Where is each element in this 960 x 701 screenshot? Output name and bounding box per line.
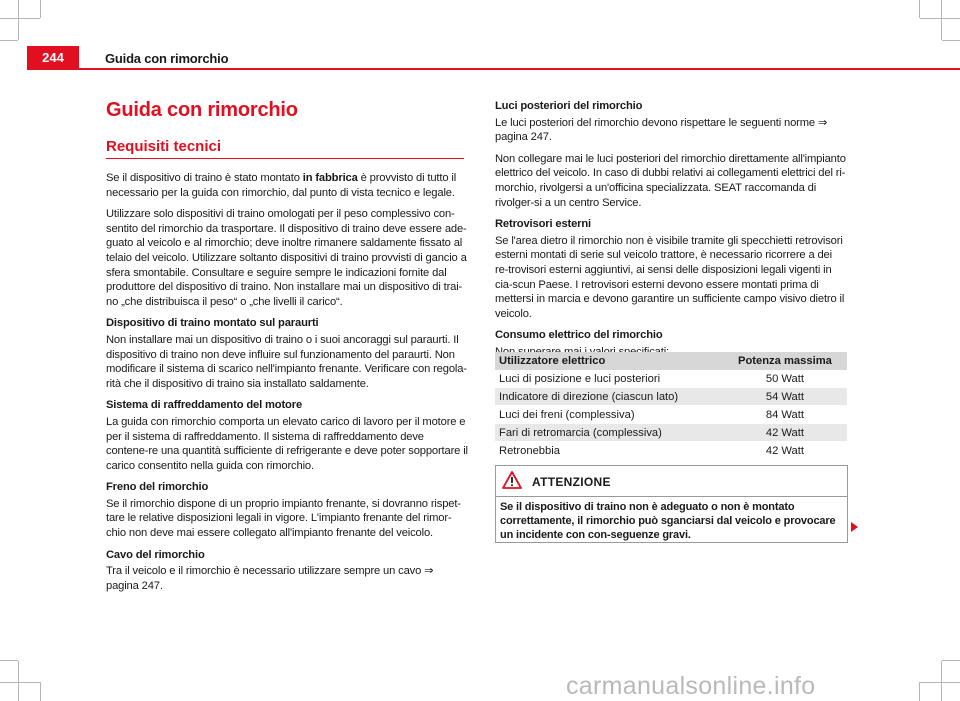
header-title: Guida con rimorchio	[105, 51, 229, 66]
crop-mark	[0, 682, 40, 683]
crop-mark	[919, 682, 920, 701]
intro-text-end: è provvisto di tutto il necessario per la guida con rimorchio, dal punto di vista tecnico e legale.	[106, 172, 457, 199]
subsection-title: Sistema di raffreddamento del motore	[106, 399, 303, 412]
warning-box	[495, 465, 848, 543]
table-cell: Luci di posizione e luci posteriori	[495, 370, 723, 388]
table-row	[495, 406, 847, 424]
consumption-table	[495, 352, 847, 460]
page-number-box	[27, 46, 79, 70]
table-cell: 42 Watt	[723, 442, 847, 460]
crop-mark	[0, 40, 18, 41]
page-title: Guida con rimorchio	[106, 99, 298, 121]
right-column	[495, 99, 847, 367]
intro-text: Se il dispositivo di traino è stato montato	[106, 172, 303, 184]
subsection-text: La guida con rimorchio comporta un elevato carico di lavoro per il motore e per il sistema di raffreddamento. Il sistema di raffreddamento deve contene-re una quantità sufficiente di refrigerante e deve poter sopportare il carico consentito nella guida con rimorchio.	[106, 415, 468, 472]
table-row	[495, 370, 847, 388]
subsection-title: Consumo elettrico del rimorchio	[495, 329, 663, 342]
section-title: Requisiti tecnici	[106, 138, 222, 155]
crop-mark	[942, 40, 960, 41]
subsection-text: Non installare mai un dispositivo di traino o i suoi ancoraggi sul paraurti. Il dispositivo di traino non deve influire sul funzionamento del paraurti. Non modificare il sistema di scarico nell'impianto frenante. Verificare con regola-rità che il dispositivo di traino sia installato saldamente.	[106, 333, 467, 390]
subsection-text: Se l'area dietro il rimorchio non è visibile tramite gli specchietti retrovisori esterni montati di serie sul veicolo trattore, è necessario ricorrere a dei re-trovisori esterni aggiuntivi, ai sensi delle disposizioni legali vigenti in cia-scun Paese. I retrovisori esterni devono essere montati prima di mettersi in marcia e devono garantire un sufficiente campo visivo dietro il veicolo.	[495, 234, 845, 320]
subsection-title: Luci posteriori del rimorchio	[495, 100, 643, 112]
warning-header	[496, 466, 847, 497]
subsection-title: Freno del rimorchio	[106, 481, 209, 494]
crop-mark	[941, 0, 942, 40]
intro-paragraph-2: Utilizzare solo dispositivi di traino omologati per il peso complessivo con-sentito del rimorchio da trasportare. Il dispositivo di traino deve essere ade-guato al veicolo e al rimorchio; deve inoltre rimanere saldamente fissato al telaio del veicolo. Utilizzare soltanto dispositivi di traino provvisti di gancio a sfera smontabile. Consultare e seguire sempre le indicazioni fornite dal produttore del dispositivo di traino. Non installare mai un dispositivo di trai-no „che distribuisca il peso“ o „che livelli il carico“.	[106, 208, 467, 308]
table-cell: Indicatore di direzione (ciascun lato)	[495, 388, 723, 406]
subsection-title: Dispositivo di traino montato sul paraurti	[106, 317, 319, 330]
crop-mark	[18, 0, 19, 40]
table-header-cell: Potenza massima	[723, 352, 847, 370]
table-header-row	[495, 352, 847, 370]
watermark: carmanualsonline.info	[566, 672, 816, 700]
crop-mark	[920, 682, 960, 683]
crop-mark	[920, 18, 960, 19]
table-cell: Luci dei freni (complessiva)	[495, 406, 723, 424]
table-cell: Retronebbia	[495, 442, 723, 460]
section-rule	[106, 158, 464, 159]
subsection-title: Cavo del rimorchio	[106, 548, 205, 561]
warning-title: ATTENZIONE	[532, 475, 611, 489]
crop-mark	[941, 661, 942, 701]
page-number: 244	[42, 50, 64, 65]
table-cell: 50 Watt	[723, 370, 847, 388]
table-header-cell: Utilizzatore elettrico	[495, 352, 723, 370]
warning-text: Se il dispositivo di traino non è adeguato o non è montato correttamente, il rimorchio può sganciarsi dal veicolo e provocare un incidente con con-seguenze gravi.	[500, 501, 836, 541]
table-row	[495, 424, 847, 442]
subsection-text: Se il rimorchio dispone di un proprio impianto frenante, si dovranno rispet-tare le relative disposizioni legali in vigore. L'impianto frenante del rimor-chio non deve mai essere collegato all'impianto frenante del veicolo.	[106, 497, 461, 540]
crop-mark	[942, 660, 960, 661]
table-row	[495, 442, 847, 460]
crop-mark	[18, 661, 19, 701]
left-column	[106, 171, 468, 600]
crop-mark	[40, 0, 41, 18]
crop-mark	[919, 0, 920, 18]
table-row	[495, 388, 847, 406]
subsection-title: Retrovisori esterni	[495, 218, 592, 231]
intro-bold: in fabbrica	[302, 172, 358, 184]
table-cell: 54 Watt	[723, 388, 847, 406]
crop-mark	[0, 18, 40, 19]
table-cell: Fari di retromarcia (complessiva)	[495, 424, 723, 442]
warning-triangle-icon	[502, 471, 522, 489]
continue-arrow-icon	[851, 522, 858, 532]
table-cell: 84 Watt	[723, 406, 847, 424]
intro-paragraph	[106, 171, 468, 200]
header-rule	[79, 68, 960, 70]
subsection-text: Le luci posteriori del rimorchio devono rispettare le seguenti norme ⇒ pagina 247.	[495, 116, 828, 144]
subsection-text: Tra il veicolo e il rimorchio è necessario utilizzare sempre un cavo ⇒ pagina 247.	[106, 565, 434, 592]
table-cell: 42 Watt	[723, 424, 847, 442]
page-header	[27, 46, 960, 70]
crop-mark	[0, 660, 18, 661]
crop-mark	[40, 682, 41, 701]
subsection-text: Non collegare mai le luci posteriori del rimorchio direttamente all'impianto elettrico del veicolo. In caso di dubbi relativi ai collegamenti elettrici del ri-morchio, rivolgersi a un'officina specializzata. SEAT raccomanda di rivolger-si a un centro Service.	[495, 152, 846, 209]
